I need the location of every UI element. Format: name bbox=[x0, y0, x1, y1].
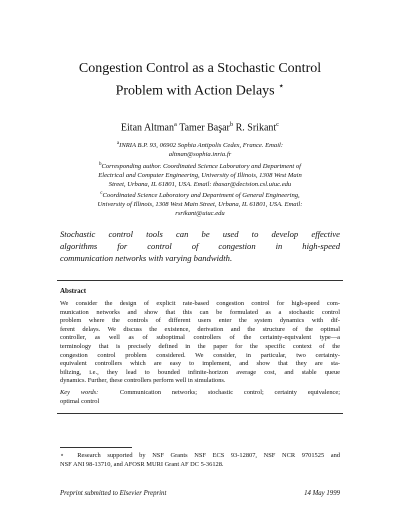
affiliation-line: University of Illinois, 1308 West Main Street, Urbana, IL 61801, USA. Email: bbox=[97, 200, 303, 208]
affiliation-line: Street, Urbana, IL 61801, USA. Email: tbasar@decision.csl.uiuc.edu bbox=[108, 180, 292, 188]
preprint-date: 14 May 1999 bbox=[304, 490, 340, 497]
abstract-line: dynamics. Further, these controllers perform well in simulations. bbox=[60, 377, 226, 385]
footnote-line: NSF ANI 98-13710, and AFOSR MURI Grant AF DC 5-36128. bbox=[60, 460, 224, 468]
abstract-line: We consider the design of explicit rate-based congestion control for high-speed com- bbox=[60, 300, 340, 307]
abstract-top-rule bbox=[57, 280, 343, 281]
affiliation-line: Corresponding author. Coordinated Science Laboratory and Department of bbox=[101, 163, 301, 171]
abstract-line: munication networks and show that this can be formulated as a stochastic control bbox=[60, 308, 340, 316]
affiliation-marker: a bbox=[116, 141, 120, 146]
intro-line: communication networks with varying bandwidth. bbox=[60, 253, 233, 263]
abstract-heading: Abstract bbox=[60, 287, 87, 295]
affiliation-line: altman@sophia.inria.fr bbox=[168, 150, 232, 158]
author-affiliation-marker: c bbox=[276, 121, 280, 128]
author-name: Tamer Başar bbox=[179, 122, 230, 134]
title-line-2: Problem with Action Delays ⋆ bbox=[115, 81, 285, 99]
affiliation-a bbox=[70, 140, 330, 160]
intro-statement bbox=[60, 228, 340, 264]
intro-line: Stochastic control tools can be used to develop effective bbox=[60, 229, 340, 239]
footnote-line: Research supported by NSF Grants NSF ECS 93-12807, NSF NCR 9701525 and bbox=[77, 452, 340, 459]
abstract-body bbox=[60, 300, 340, 386]
intro-line: algorithms for control of congestion in high-speed bbox=[60, 241, 340, 251]
keywords-text: optimal control bbox=[60, 397, 100, 405]
author-affiliation-marker: a bbox=[173, 121, 177, 128]
abstract-line: ferent delays. We discuss the existence, derivation and the structure of the optimal bbox=[60, 325, 340, 333]
author-list bbox=[40, 119, 360, 134]
keywords bbox=[60, 389, 340, 406]
affiliation-marker: b bbox=[98, 162, 102, 167]
keywords-text: Communication networks; stochastic control; certainty equivalence; bbox=[119, 389, 340, 396]
affiliation-line: Coordinated Science Laboratory and Department of General Engineering, bbox=[102, 192, 300, 200]
affiliation-marker: c bbox=[100, 191, 103, 196]
paper-title bbox=[40, 60, 360, 101]
title-footnote-marker: ⋆ bbox=[278, 81, 285, 92]
abstract-line: bilizing, i.e., they lead to bounded infinite-horizon average cost, and stable queue bbox=[60, 368, 340, 376]
affiliation-line: INRIA B.P. 93, 06902 Sophia Antipolis Cedex, France. Email: bbox=[119, 142, 284, 150]
abstract-line: congestion control problem considered. We consider, in particular, two certainty- bbox=[60, 351, 340, 359]
funding-footnote bbox=[60, 452, 340, 469]
affiliation-c bbox=[30, 190, 370, 219]
abstract-line: problem where the controls of different users enter the system dynamics with dif- bbox=[60, 317, 340, 325]
keywords-label: Key words: bbox=[60, 389, 99, 396]
preprint-note: Preprint submitted to Elsevier Preprint bbox=[60, 490, 167, 497]
author-name: R. Srikant bbox=[235, 122, 277, 134]
affiliation-line: Electrical and Computer Engineering, University of Illinois, 1308 West Main bbox=[98, 171, 302, 179]
footnote-rule bbox=[60, 447, 132, 448]
abstract-line: equivalent controllers which are easy to implement, and show that they are sta- bbox=[60, 360, 340, 368]
abstract-line: terminology that is precisely defined in the paper for the specific context of the bbox=[60, 342, 340, 350]
author-affiliation-marker: b bbox=[229, 121, 234, 128]
affiliation-line: rsrikant@uiuc.edu bbox=[175, 209, 225, 217]
title-line-1: Congestion Control as a Stochastic Control bbox=[78, 61, 322, 76]
abstract-line: controller, as well as of suboptimal controllers of the certainty-equivalent type—a bbox=[60, 334, 340, 342]
abstract-bottom-rule bbox=[57, 413, 343, 414]
author-name: Eitan Altman bbox=[120, 122, 174, 134]
footnote-marker: ⋆ bbox=[60, 452, 65, 459]
affiliation-b bbox=[30, 161, 370, 190]
